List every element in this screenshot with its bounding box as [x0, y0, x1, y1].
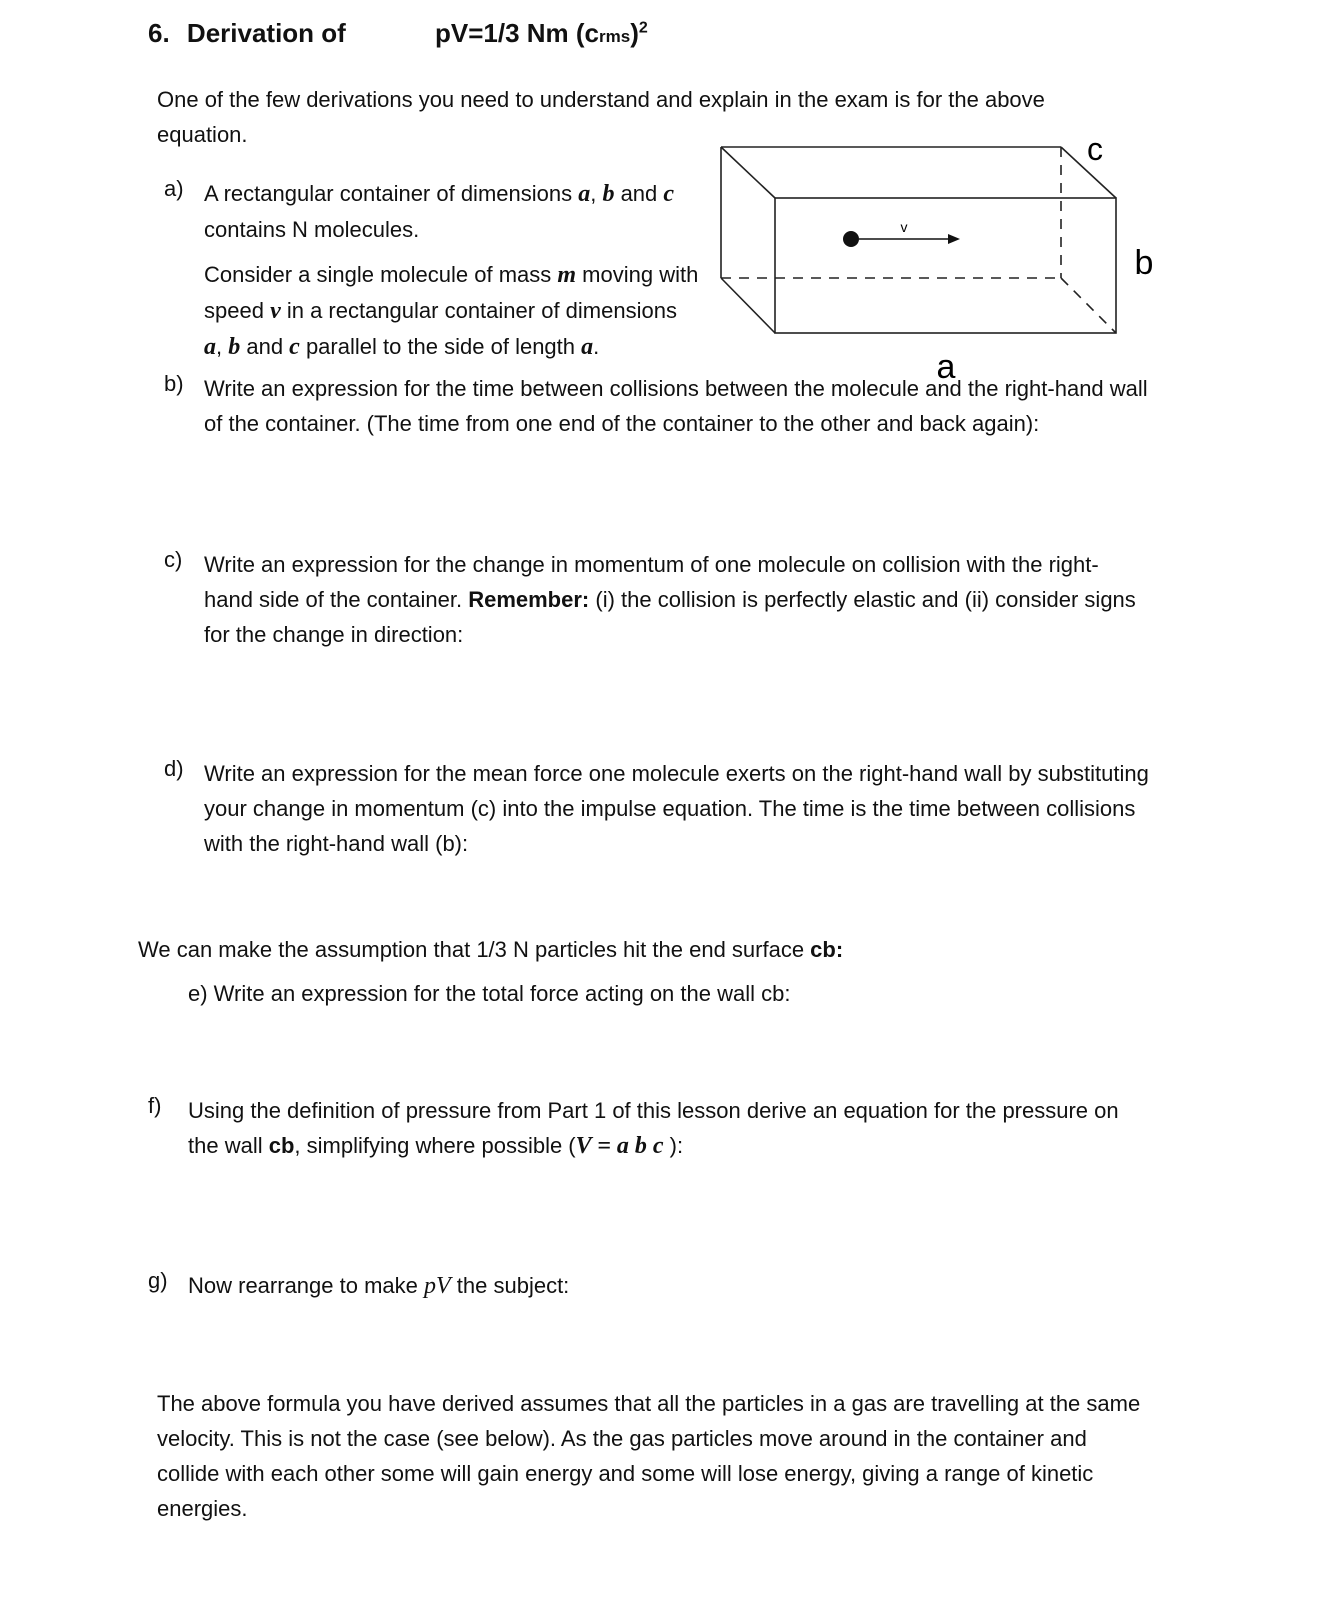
dimension-label-c: c: [1087, 131, 1103, 167]
part-g-label: g): [148, 1268, 168, 1293]
part-b-text: Write an expression for the time between collisions between the molecule and the right-hand wall of the container. (The time from one end of the container to the other and back again):: [204, 376, 1148, 436]
part-b-label: b): [164, 371, 184, 396]
heading-formula: pV=1/3 Nm (crms)$^2$: [435, 18, 648, 48]
part-d-label: d): [164, 756, 184, 781]
section-title: Derivation of: [186, 18, 346, 48]
velocity-label: v: [900, 219, 908, 235]
intro-paragraph: One of the few derivations you need to understand and explain in the exam is for the above equation.: [157, 87, 1045, 147]
section-number: 6.: [148, 18, 170, 48]
container-edge: [721, 278, 775, 333]
part-c-text: Write an expression for the change in momentum of one molecule on collision with the right- hand side of the container. Remember: (i) the collision is perfectly elastic and (ii) consider signs for the change in direction:: [204, 552, 1136, 647]
part-a-text: A rectangular container of dimensions a, b and c contains N molecules.: [204, 181, 675, 242]
dimension-label-a: a: [936, 348, 956, 386]
part-a-consider-text: Consider a single molecule of mass m moving with speed v in a rectangular container of dimensions a, b and c parallel to the side of length a.: [204, 262, 699, 360]
container-front-face: [775, 198, 1116, 333]
part-c-label: c): [164, 547, 183, 572]
velocity-arrowhead: [948, 234, 960, 244]
part-e-text: e) Write an expression for the total force acting on the wall cb:: [188, 981, 791, 1006]
container-diagram: [700, 128, 1180, 388]
container-edge: [721, 147, 775, 198]
part-d-text: Write an expression for the mean force one molecule exerts on the right-hand wall by substituting your change in momentum (c) into the impulse equation. The time is the time between collisions with the right-hand wall (b):: [204, 761, 1149, 856]
part-f-label: f): [148, 1093, 162, 1118]
dimension-label-b: b: [1134, 244, 1154, 282]
section-heading: [148, 18, 346, 49]
assumption-text: We can make the assumption that 1/3 N particles hit the end surface cb:: [138, 937, 844, 962]
part-g-text: Now rearrange to make pV the subject:: [188, 1273, 570, 1299]
closing-paragraph: The above formula you have derived assumes that all the particles in a gas are travelling at the same velocity. This is not the case (see below). As the gas particles move around in the container and collide with each other some will gain energy and some will lose energy, giving a range of kinetic energies.: [157, 1391, 1141, 1521]
part-a-label: a): [164, 176, 184, 201]
part-f-text: Using the definition of pressure from Part 1 of this lesson derive an equation for the pressure on the wall cb, simplifying where possible (V = a b c ):: [188, 1098, 1119, 1159]
hidden-depth-edge: [1061, 278, 1116, 333]
molecule-dot: [843, 231, 859, 247]
